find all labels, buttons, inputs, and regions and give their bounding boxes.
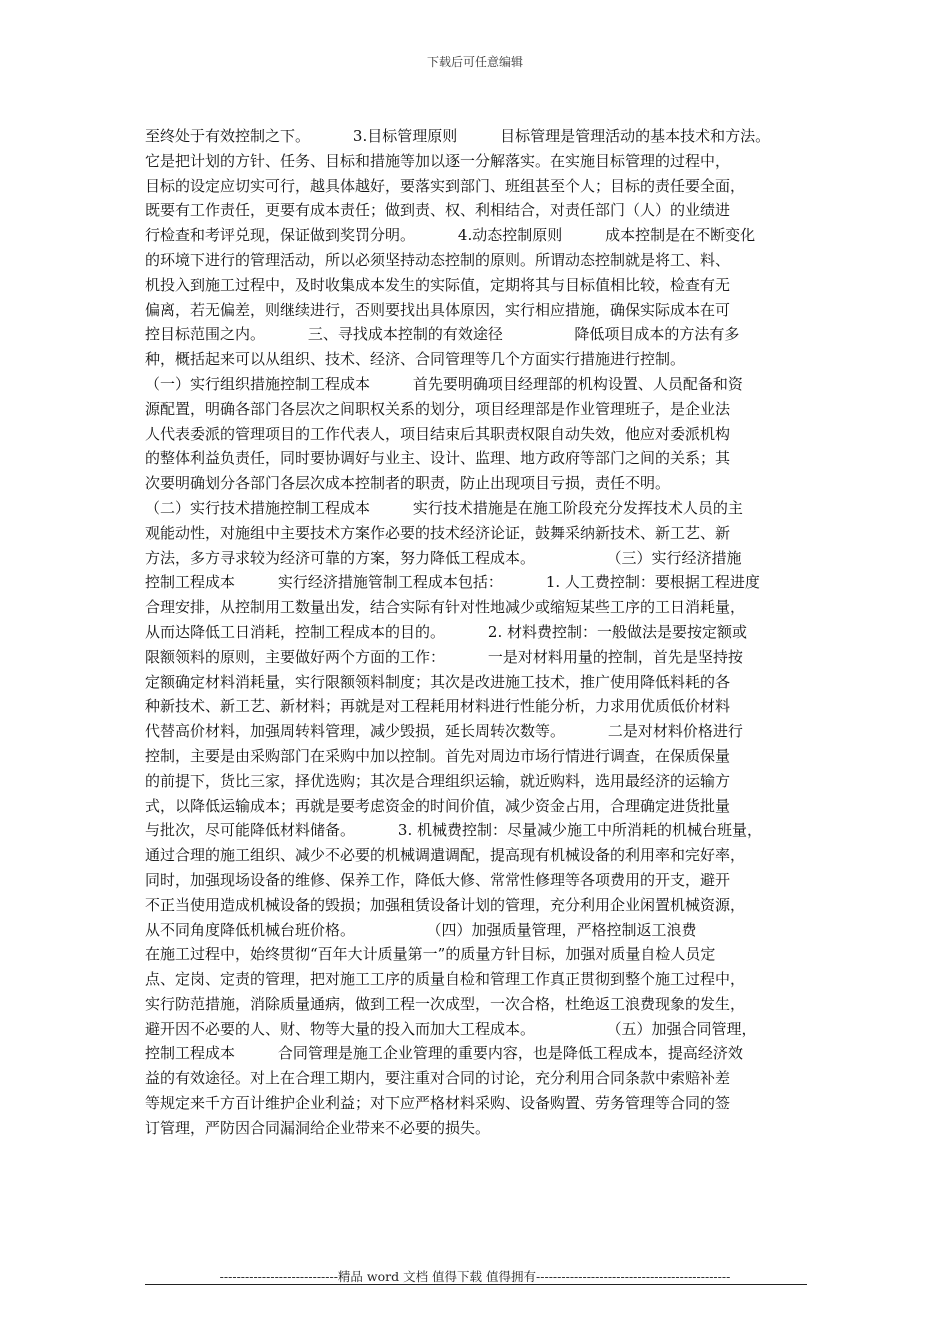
body-line: 同时，加强现场设备的维修、保养工作，降低大修、常常性修理等各项费用的开支，避开	[145, 870, 731, 889]
body-line: 定额确定材料消耗量，实行限额领料制度；其次是改进施工技术，推广使用降低料耗的各	[145, 672, 731, 691]
body-line: 至终处于有效控制之下。 3.目标管理原则 目标管理是管理活动的基本技术和方法。	[145, 127, 771, 145]
body-line: 通过合理的施工组织、减少不必要的机械调遣调配，提高现有机械设备的利用率和完好率，	[145, 846, 746, 865]
body-line: 种，概括起来可以从组织、技术、经济、合同管理等几个方面实行措施进行控制。	[145, 350, 686, 369]
footer-divider	[145, 1284, 807, 1285]
body-line: 控制工程成本 实行经济措施管制工程成本包括： 1. 人工费控制：要根据工程进度	[145, 573, 760, 592]
body-line: 限额领料的原则，主要做好两个方面的工作： 一是对材料用量的控制，首先是坚持按	[145, 647, 743, 666]
body-line: 等规定来千方百计维护企业利益；对下应严格材料采购、设备购置、劳务管理等合同的签	[145, 1094, 731, 1113]
body-line: 的前提下，货比三家，择优选购；其次是合理组织运输，就近购料，选用最经济的运输方	[145, 771, 731, 790]
body-line: 次要明确划分各部门各层次成本控制者的职责，防止出现项目亏损，责任不明。	[145, 474, 671, 493]
body-line: 合理安排，从控制用工数量出发，结合实际有针对性地减少或缩短某些工序的工日消耗量，	[145, 598, 746, 617]
body-line: 控制，主要是由采购部门在采购中加以控制。首先对周边市场行情进行调查，在保质保量	[145, 746, 731, 765]
body-line: 它是把计划的方针、任务、目标和措施等加以逐一分解落实。在实施目标管理的过程中，	[145, 151, 731, 170]
body-line: 既要有工作责任，更要有成本责任；做到责、权、利相结合，对责任部门（人）的业绩进	[145, 201, 731, 220]
body-line: 行检查和考评兑现，保证做到奖罚分明。 4.动态控制原则 成本控制是在不断变化	[145, 226, 756, 245]
page-header: 下载后可任意编辑	[426, 55, 523, 69]
document-body	[145, 124, 825, 1141]
body-line: 实行防范措施，消除质量通病，做到工程一次成型，一次合格，杜绝返工浪费现象的发生，	[145, 994, 746, 1013]
body-line: 机投入到施工过程中，及时收集成本发生的实际值，定期将其与目标值相比较，检查有无	[145, 275, 731, 294]
body-line: 点、定岗、定责的管理，把对施工工序的质量自检和管理工作真正贯彻到整个施工过程中，	[145, 970, 746, 989]
body-line: 偏离，若无偏差，则继续进行，否则要找出具体原因，实行相应措施，确保实际成本在可	[145, 300, 731, 319]
body-line: 的环境下进行的管理活动，所以必须坚持动态控制的原则。所谓动态控制就是将工、料、	[145, 250, 731, 269]
body-line: 从不同角度降低机械台班价格。 （四）加强质量管理，严格控制返工浪费	[145, 920, 697, 939]
body-line: 控目标范围之内。 三、寻找成本控制的有效途径 降低项目成本的方法有多	[145, 325, 740, 344]
body-line: 不正当使用造成机械设备的毁损；加强租赁设备计划的管理，充分利用企业闲置机械资源，	[145, 895, 746, 914]
body-line: 代替高价材料，加强周转料管理，减少毁损，延长周转次数等。 二是对材料价格进行	[145, 722, 743, 741]
body-line: 与批次，尽可能降低材料储备。 3. 机械费控制：尽量减少施工中所消耗的机械台班量，	[145, 821, 762, 840]
body-line: 观能动性，对施组中主要技术方案作必要的技术经济论证，鼓舞采纳新技术、新工艺、新	[145, 523, 731, 542]
body-line: 式，以降低运输成本；再就是要考虑资金的时间价值，减少资金占用，合理确定进货批量	[145, 796, 731, 815]
body-line: 源配置，明确各部门各层次之间职权关系的划分，项目经理部是作业管理班子，是企业法	[145, 399, 731, 418]
body-line: 目标的设定应切实可行，越具体越好，要落实到部门、班组甚至个人；目标的责任要全面，	[145, 176, 746, 195]
body-line: 方法，多方寻求较为经济可靠的方案，努力降低工程成本。 （三）实行经济措施	[145, 548, 742, 567]
body-line: 的整体利益负责任，同时要协调好与业主、设计、监理、地方政府等部门之间的关系；其	[145, 449, 731, 468]
body-line: 在施工过程中，始终贯彻“百年大计质量第一”的质量方针目标，加强对质量自检人员定	[145, 945, 716, 964]
body-line: 人代表委派的管理项目的工作代表人，项目结束后其职责权限自动失效，他应对委派机构	[145, 424, 731, 443]
body-line: （二）实行技术措施控制工程成本 实行技术措施是在施工阶段充分发挥技术人员的主	[145, 498, 743, 517]
body-line: 种新技术、新工艺、新材料；再就是对工程耗用材料进行性能分析，力求用优质低价材料	[145, 697, 731, 716]
body-line: 控制工程成本 合同管理是施工企业管理的重要内容，也是降低工程成本，提高经济效	[145, 1044, 743, 1063]
body-line: 益的有效途径。对上在合理工期内，要注重对合同的讨论，充分利用合同条款中索赔补差	[145, 1069, 731, 1088]
body-line: 订管理，严防因合同漏洞给企业带来不必要的损失。	[145, 1118, 491, 1137]
body-line: 从而达降低工日消耗，控制工程成本的目的。 2. 材料费控制：一般做法是要按定额或	[145, 622, 747, 641]
page-footer: ----------------------------精品 word 文档 值得下载 值得拥有----------------------------------------------	[219, 1269, 731, 1284]
body-line: 避开因不必要的人、财、物等大量的投入而加大工程成本。 （五）加强合同管理，	[145, 1019, 757, 1038]
body-line: （一）实行组织措施控制工程成本 首先要明确项目经理部的机构设置、人员配备和资	[145, 374, 743, 393]
